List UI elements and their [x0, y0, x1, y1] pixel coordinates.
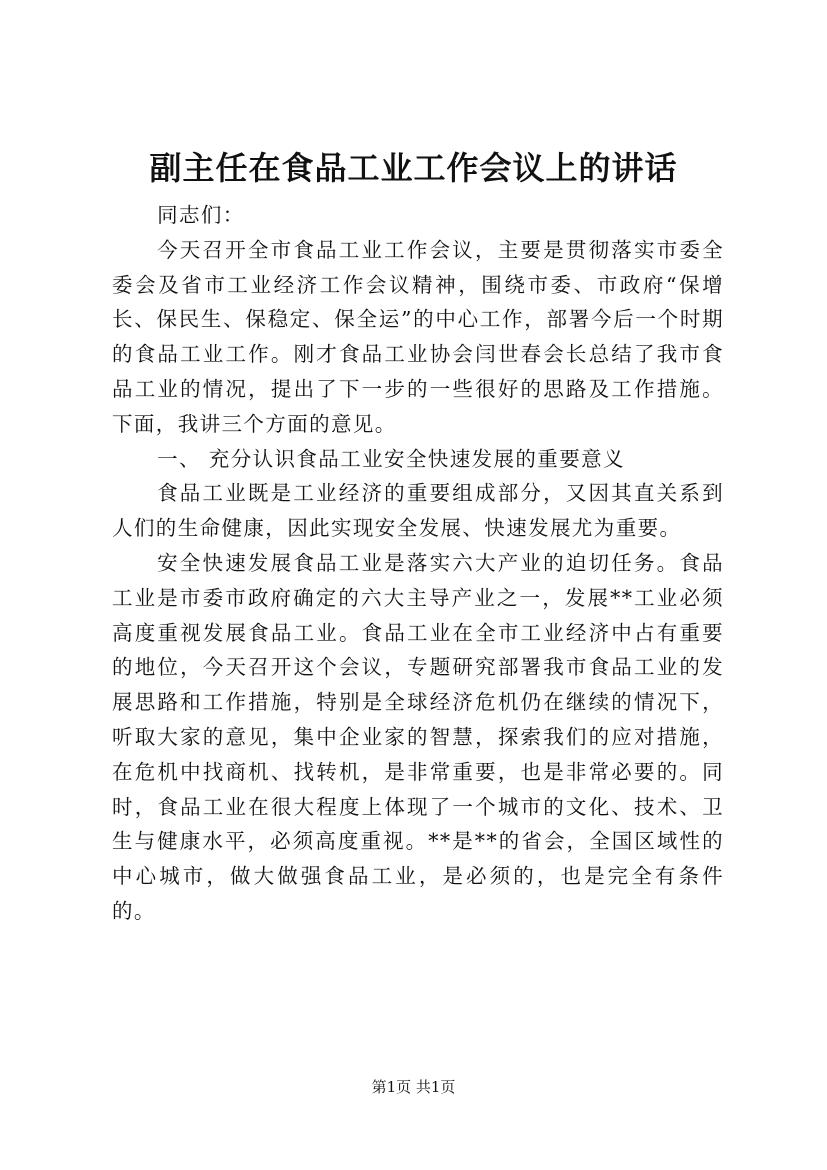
body-paragraph: 安全快速发展食品工业是落实六大产业的迫切任务。食品工业是市委市政府确定的六大主导产业之一，发展**工业必须高度重视发展食品工业。食品工业在全市工业经济中占有重要的地位，今天召开这个会议，专题研究部署我市食品工业的发展思路和工作措施，特别是全球经济危机仍在继续的情况下，听取大家的意见，集中企业家的智慧，探索我们的应对措施，在危机中找商机、找转机，是非常重要，也是非常必要的。同时，食品工业在很大程度上体现了一个城市的文化、技术、卫生与健康水平，必须高度重视。**是**的省会，全国区域性的中心城市，做大做强食品工业，是必须的，也是完全有条件的。	[112, 550, 724, 923]
salutation-paragraph: 同志们：	[157, 203, 245, 227]
document-body	[112, 198, 724, 929]
document-title: 副主任在食品工业工作会议上的讲话	[149, 149, 678, 187]
intro-paragraph: 今天召开全市食品工业工作会议，主要是贯彻落实市委全委会及省市工业经济工作会议精神，围绕市委、市政府“保增长、保民生、保稳定、保全运”的中心工作，部署今后一个时期的食品工业工作。刚才食品工业协会闫世春会长总结了我市食品工业的情况，提出了下一步的一些很好的思路及工作措施。下面，我讲三个方面的意见。	[112, 237, 724, 436]
body-paragraph: 食品工业既是工业经济的重要组成部分，又因其直关系到人们的生命健康，因此实现安全发展、快速发展尤为重要。	[112, 481, 724, 541]
section-heading: 一、 充分认识食品工业安全快速发展的重要意义	[157, 446, 625, 471]
page-number-footer: 第1页 共1页	[371, 1078, 456, 1096]
